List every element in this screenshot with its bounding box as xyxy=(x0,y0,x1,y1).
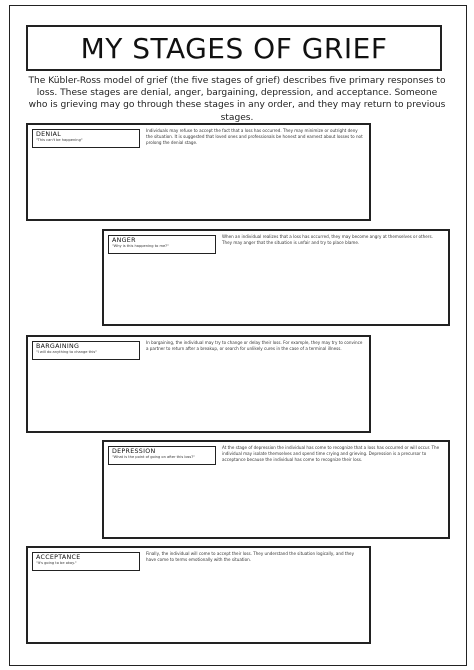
title-box xyxy=(26,25,442,71)
stage-name: BARGAINING xyxy=(36,343,80,350)
stage-label-box xyxy=(108,446,216,465)
stage-label-box xyxy=(32,552,140,571)
stage-label-box xyxy=(108,235,216,254)
stage-description: At the stage of depression the individual has come to recognize that a loss has occurred or will occur. The individual may isolate themselves and spend time crying and grieving. Depression is a precursor to acceptance because the individual has come to recognize their loss. xyxy=(222,445,440,463)
stage-name: ACCEPTANCE xyxy=(36,554,81,561)
stage-box-bargaining[interactable] xyxy=(26,335,371,433)
stage-name: ANGER xyxy=(112,237,136,244)
stage-quote: "Why is this happening to me?" xyxy=(112,244,169,248)
stage-name: DENIAL xyxy=(36,131,62,138)
stage-box-anger[interactable] xyxy=(102,229,450,326)
stage-box-acceptance[interactable] xyxy=(26,546,371,644)
intro-paragraph: The Kübler-Ross model of grief (the five stages of grief) describes five primary responses to loss. These stages are denial, anger, bargaining, depression, and acceptance. Someone who is grieving may go through these stages in any order, and they may return to previous stages. xyxy=(28,76,446,123)
stage-quote: "It's going to be okay." xyxy=(36,561,77,565)
stage-box-depression[interactable] xyxy=(102,440,450,539)
stage-label-box xyxy=(32,341,140,360)
stage-description: When an individual realizes that a loss has occurred, they may become angry at themselves or others. They may anger that the situation is unfair and try to place blame. xyxy=(222,234,433,246)
stage-quote: "This can't be happening" xyxy=(36,138,83,142)
stage-quote: "What is the point of going on after this loss?" xyxy=(112,455,195,459)
stage-label-box xyxy=(32,129,140,148)
stage-quote: "I will do anything to change this" xyxy=(36,350,97,354)
stage-description: Finally, the individual will come to accept their loss. They understand the situation logically, and they have come to terms emotionally with the situation. xyxy=(146,551,354,563)
stage-box-denial[interactable] xyxy=(26,123,371,221)
stage-name: DEPRESSION xyxy=(112,448,156,455)
stage-description: Individuals may refuse to accept the fact that a loss has occurred. They may minimize or outright deny the situation. It is suggested that loved ones and professionals be honest and earnest about losses to not prolong the denial stage. xyxy=(146,128,363,146)
page-title: MY STAGES OF GRIEF xyxy=(80,31,388,65)
stage-description: In bargaining, the individual may try to change or delay their loss. For example, they may try to convince a partner to return after a breakup, or search for unlikely cures in the case of a terminal illness. xyxy=(146,340,363,352)
